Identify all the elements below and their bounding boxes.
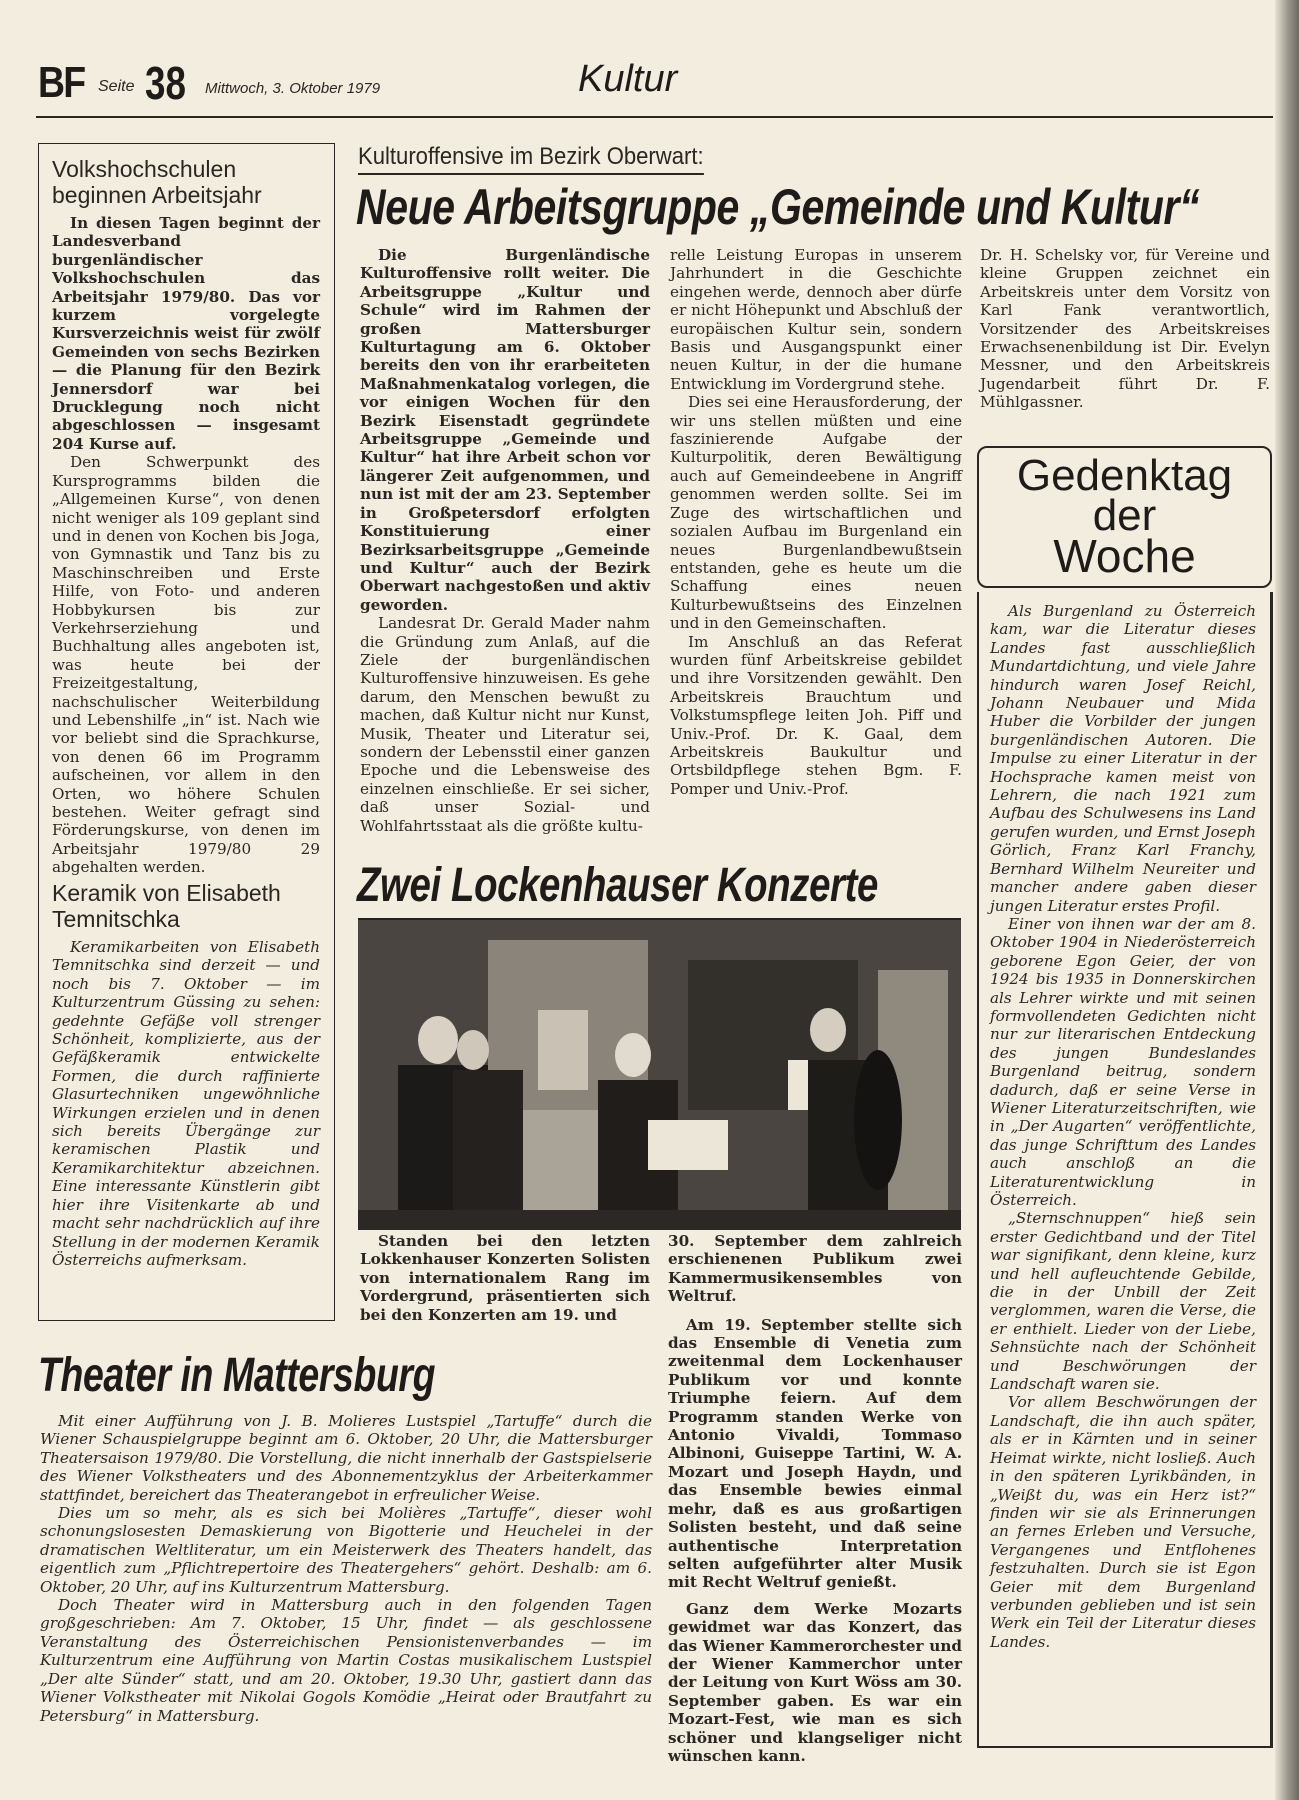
para-theater-3: Doch Theater wird in Mattersburg auch in den folgenden Tagen großgeschrieben: Am 7. Oktober, 15 Uhr, findet — als geschlossene Veranstaltung des Österreichischen Pensionistenverbandes — im Kulturzentrum eine Aufführung von Martin Costas musikalischem Lustspiel „Der alte Sünder“ statt, und am 20. Oktober, 19.30 Uhr, gastiert dann das Wiener Volkstheater mit Nikolai Gogols Komödie „Heirat oder Brautfahrt zu Petersburg“ in Mattersburg. bbox=[40, 1596, 652, 1725]
para-theater-2: Dies um so mehr, als es sich bei Molières „Tartuffe“, dieser wohl schonungslosesten Demaskierung von Bigotterie und Heuchelei in der dramatischen Weltliteratur, um ein Meisterwerk des Theaters handelt, das eigentlich zum „Pflichtrepertoire des Theatergehers“ gehört. Deshalb: am 6. Oktober, 20 Uhr, auf ins Kulturzentrum Mattersburg. bbox=[40, 1504, 652, 1596]
issue-date: Mittwoch, 3. Oktober 1979 bbox=[205, 80, 381, 97]
headline-konzerte: Zwei Lockenhauser Konzerte bbox=[357, 859, 878, 912]
gedenktag-title-line3: Woche bbox=[1053, 530, 1196, 582]
article-theater bbox=[40, 1412, 652, 1725]
page-label: Seite bbox=[98, 78, 135, 95]
para-kulturoffensive-2: Dies sei eine Herausforderung, der wir uns stellen müßten und eine faszinierende Aufgabe der Kulturpolitik, deren Bewältigung auch auf Gemeindeebene in Angriff genommen werden sollte. Sei im Zuge des wirtschaftlichen und sozialen Aufbau im Burgenland ein neues Burgenlandbewußtsein entstanden, gehe es heute um die Schaffung eines neuen Kulturbewußtseins des Einzelnen und in den Gemeinschaften. bbox=[670, 393, 962, 633]
para-konzerte-2: Ganz dem Werke Mozarts gewidmet war das Konzert, das das Wiener Kammerorchester und der Wiener Kammerchor unter der Leitung von Kurt Wöss am 30. September gaben. Es war ein Mozart-Fest, wie man es sich schöner und klangseliger nicht wünschen kann. bbox=[668, 1599, 962, 1765]
lead-kulturoffensive: Die Burgenländische Kulturoffensive rollt weiter. Die Arbeitsgruppe „Kultur und Schule“ wird im Rahmen der großen Mattersburger Kulturtagung am 6. Oktober bereits den von ihr erarbeiteten Maßnahmenkatalog vorlegen, die vor einigen Wochen für den Bezirk Eisenstadt gegründete Arbeitsgruppe „Gemeinde und Kultur“ hat ihre Arbeit schon vor längerer Zeit aufgenommen, und nun ist mit der am 23. September in Großpetersdorf erfolgten Konstituierung einer Bezirksarbeitsgruppe „Gemeinde und Kultur“ auch der Bezirk Oberwart nachgestoßen und aktiv geworden. bbox=[360, 246, 650, 614]
headline-theater: Theater in Mattersburg bbox=[38, 1349, 436, 1402]
para-konzerte-1: Am 19. September stellte sich das Ensemble di Venetia zum zweitenmal dem Lockenhauser Publikum vor und konnte Triumphe feiern. Auf dem Programm standen Werke von Antonio Vivaldi, Tommaso Albinoni, Guiseppe Tartini, W. A. Mozart und Joseph Haydn, und das Ensemble bewies einmal mehr, daß es aus großartigen Solisten besteht, und daß seine authentische Interpretation selten aufgeführter alter Musik mit Recht Weltruf genießt. bbox=[668, 1315, 962, 1592]
lead-volkshochschulen: In diesen Tagen beginnt der Landesverband burgenländischer Volkshochschulen das Arbeitsjahr 1979/80. Das vor kurzem vorgelegte Kursverzeichnis weist für zwölf Gemeinden von sechs Bezirken — die Planung für den Bezirk Jennersdorf war bei Drucklegung noch nicht abgeschlossen — insgesamt 204 Kurse auf. bbox=[52, 214, 320, 453]
konzerte-caption-col1 bbox=[360, 1232, 650, 1324]
para-gedenktag-2: Einer von ihnen war der am 8. Oktober 1904 in Niederösterreich geborene Egon Geier, der von 1924 bis 1935 in Donnerskirchen als Lehrer wirkte und mit seinen formvollendeten Gedichten nicht nur zur literarischen Entdeckung des jungen Bundeslandes Burgenland beitrug, sondern dadurch, daß er seine Verse in Wiener Literaturzeitschriften, wie in „Der Augarten“ veröffentlichte, das junge Schrifttum des Landes auch anschloß an die Literaturentwicklung in Österreich. bbox=[990, 914, 1256, 1209]
gedenktag-title-line2: der bbox=[1092, 491, 1157, 540]
kulturoffensive-col3 bbox=[980, 246, 1270, 412]
para-gedenktag-4: Vor allem Beschwörungen der Landschaft, die ihn auch später, als er in Kärnten und in seiner Heimat wirkte, nicht losließ. Auch in den späteren Lyrikbänden, in „Weißt du, was ein Herz ist?“ finden wir sie als Erinnerungen an fernes Erleben und Versuche, Vergangenes und Entflohenes festzuhalten. Durch sie ist Egon Geier mit dem Burgenland verbunden geblieben und ist sein Werk ein Teil der Literatur dieses Landes. bbox=[990, 1393, 1256, 1651]
concert-photo-image bbox=[358, 920, 961, 1230]
paper-logo: BF bbox=[38, 58, 85, 107]
para-kulturoffensive-3: Im Anschluß an das Referat wurden fünf Arbeitskreise gebildet und ihre Vorsitzenden gewählt. Den Arbeitskreis Brauchtum und Volkstumspflege leiten Joh. Piff und Univ.-Prof. Dr. K. Gaal, dem Arbeitskreis Baukultur und Ortsbildpflege stehen Bgm. F. Pomper und Univ.-Prof. bbox=[670, 632, 962, 798]
kicker-kulturoffensive: Kulturoffensive im Bezirk Oberwart: bbox=[358, 143, 704, 175]
page-edge-shadow bbox=[1275, 0, 1299, 1800]
konzerte-col2 bbox=[668, 1232, 962, 1765]
gedenktag-title-box bbox=[977, 446, 1272, 588]
concert-photo bbox=[358, 918, 961, 1230]
para-gedenktag-1: Als Burgenland zu Österreich kam, war die Literatur dieses Landes fast ausschließlich Mundartdichtung, und viele Jahre hindurch waren Josef Reichl, Johann Neubauer und Mida Huber die Vorbilder der jungen burgenländischen Autoren. Die Impulse zu einer Literatur in der Hochsprache kamen meist von Lehrern, die nach 1921 zum Aufbau des Schulwesens ins Land gerufen wurden, und Ernst Joseph Görlich, Franz Karl Franchy, Bernhard Wilhelm Neureiter und mancher andere gaben dieser jungen Literatur erstes Profil. bbox=[990, 602, 1256, 915]
article-keramik bbox=[52, 880, 320, 1269]
headline-keramik: Keramik von Elisabeth Temnitschka bbox=[52, 880, 281, 932]
article-volkshochschulen bbox=[52, 156, 320, 877]
page-number: 38 bbox=[145, 57, 186, 109]
gedenktag-title-line1: Gedenktag bbox=[1016, 451, 1233, 500]
body-keramik: Keramikarbeiten von Elisabeth Temnitschka sind derzeit — und noch bis 7. Oktober — im Kulturzentrum Güssing zu sehen: gedehnte Gefäße voll strenger Schönheit, komplizierte, aus der Gefäßkeramik entwickelte Formen, die durch raffinierte Glasurtechniken ungewöhnliche Wirkungen erzielen und in denen sich bereits Übergänge zur keramischen Plastik und Keramikarchitektur abzeichnen. Eine interessante Künstlerin gibt hier ihre Visitenkarte ab und macht sehr nachdrücklich auf ihre Stellung in der modernen Keramik Österreichs aufmerksam. bbox=[52, 938, 320, 1269]
headline-volkshochschulen: Volkshochschulen beginnen Arbeitsjahr bbox=[52, 156, 262, 208]
body-volkshochschulen: Den Schwerpunkt des Kursprogramms bilden die „Allgemeinen Kurse“, von denen nicht weniger als 109 geplant sind und in denen von Kochen bis Joga, von Gymnastik und Tanz bis zu Maschinschreiben und Erste Hilfe, von Foto- und anderen Hobbykursen bis zur Verkehrserziehung und Buchhaltung alles angeboten ist, was heute bei der Freizeitgestaltung, nachschulischer Weiterbildung und Lebenshilfe „in“ ist. Nach wie vor beliebt sind die Sprachkurse, von denen 66 im Programm aufscheinen, vor allem in den Orten, wo höhere Schulen bestehen. Weiter gefragt sind Förderungskurse, von denen im Arbeitsjahr 1979/80 29 abgehalten werden. bbox=[52, 453, 320, 877]
headline-kulturoffensive: Neue Arbeitsgruppe „Gemeinde und Kultur“ bbox=[356, 179, 1200, 235]
article-gedenktag bbox=[990, 602, 1256, 1651]
lead-konzerte-b: 30. September dem zahlreich erschienenen Publikum zwei Kammermusikensembles von Weltruf. bbox=[668, 1232, 962, 1306]
para-theater-1: Mit einer Aufführung von J. B. Molieres Lustspiel „Tartuffe“ durch die Wiener Schauspielgruppe beginnt am 6. Oktober, 20 Uhr, die Mattersburger Theatersaison 1979/80. Die Vorstellung, die nicht innerhalb der Gastspielserie des Wiener Volkstheaters und des Abonnementzyklus der Arbeiterkammer stattfindet, bereichert das Theaterangebot in erfreulicher Weise. bbox=[40, 1412, 652, 1504]
lead-konzerte-a: Standen bei den letzten Lokkenhauser Konzerten Solisten von internationalem Rang im Vordergrund, präsentierten sich bei den Konzerten am 19. und bbox=[360, 1232, 650, 1324]
para-kulturoffensive-1-cont: relle Leistung Europas in unserem Jahrhundert in die Geschichte eingehen werde, dennoch aber dürfe er nicht Höhepunkt und Abschluß der europäischen Kultur sein, sondern Basis und Ausgangspunkt einer neuen Kultur, in der die humane Entwicklung im Vordergrund stehe. bbox=[670, 246, 962, 393]
para-kulturoffensive-1: Landesrat Dr. Gerald Mader nahm die Gründung zum Anlaß, auf die Ziele der burgenländischen Kulturoffensive hinzuweisen. Es gehe darum, den Menschen bewußt zu machen, daß Kultur nicht nur Kunst, Musik, Theater und Literatur sei, sondern der Lebensstil einer ganzen Epoche und die Lebensweise des einzelnen einschließe. Er sei sicher, daß unser Sozial- und Wohlfahrtsstaat als die größte kultu- bbox=[360, 614, 650, 835]
para-kulturoffensive-3-cont: Dr. H. Schelsky vor, für Vereine und kleine Gruppen zeichnet ein Arbeitskreis unter dem Vorsitz von Karl Fank verantwortlich, Vorsitzender des Arbeitskreises Erwachsenenbildung ist Dir. Evelyn Messner, und den Arbeitskreis Jugendarbeit führt Dr. F. Mühlgassner. bbox=[980, 246, 1270, 412]
para-gedenktag-3: „Sternschnuppen“ hieß sein erster Gedichtband und der Titel war signifikant, denn kleine, kurz und hell aufleuchtende Gebilde, die in der Unbill der Zeit verglommen, waren die Verse, die er enthielt. Lieder von der Liebe, Sehnsüchte nach der Schönheit und Beschwörungen der Landschaft waren sie. bbox=[990, 1209, 1256, 1394]
kulturoffensive-col2 bbox=[670, 246, 962, 798]
kulturoffensive-col1 bbox=[360, 246, 650, 835]
masthead-rule bbox=[36, 116, 1273, 118]
section-title: Kultur bbox=[578, 58, 678, 100]
